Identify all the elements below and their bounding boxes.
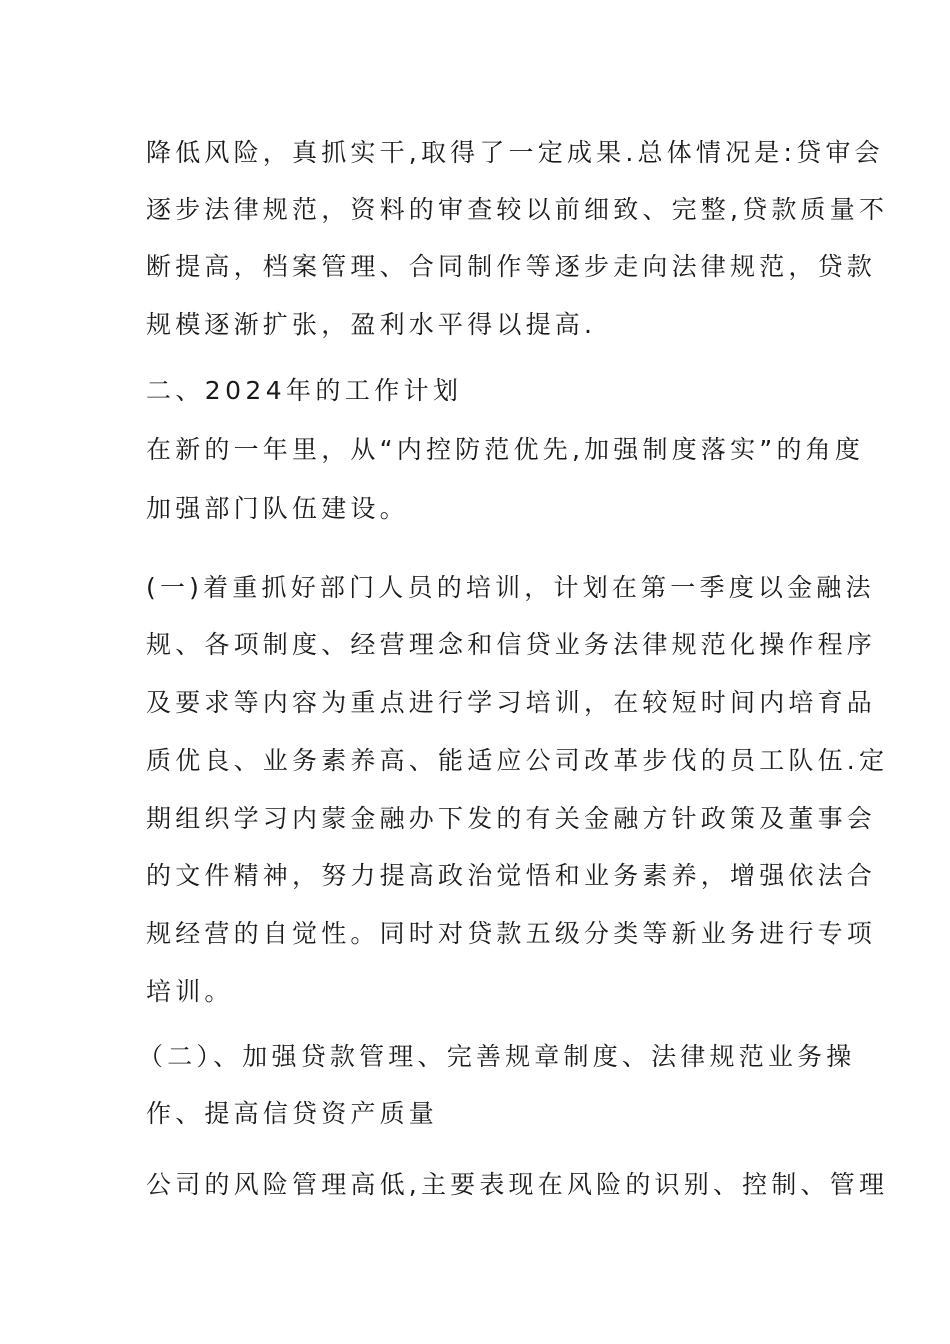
paragraph-line: 及要求等内容为重点进行学习培训，在较短时间内培育品	[146, 688, 877, 717]
paragraph-line: 期组织学习内蒙金融办下发的有关金融方针政策及董事会	[146, 804, 877, 833]
paragraph-line: 降低风险，真抓实干,取得了一定成果.总体情况是:贷审会	[146, 138, 884, 167]
paragraph-line: 逐步法律规范，资料的审查较以前细致、完整,贷款质量不	[146, 195, 889, 224]
subsection-heading: （二）、加强贷款管理、完善规章制度、法律规范业务操	[138, 1042, 856, 1071]
paragraph-line: 质优良、业务素养高、能适应公司改革步伐的员工队伍.定	[146, 746, 889, 775]
paragraph-line: 的文件精神，努力提高政治觉悟和业务素养，增强依法合	[146, 861, 877, 890]
paragraph-line: 断提高，档案管理、合同制作等逐步走向法律规范，贷款	[146, 252, 877, 281]
paragraph-line: 规、各项制度、经营理念和信贷业务法律规范化操作程序	[146, 630, 877, 659]
paragraph-line: 加强部门队伍建设。	[146, 494, 409, 523]
paragraph-line: 在新的一年里，从“内控防范优先,加强制度落实”的角度	[146, 435, 865, 464]
section-heading: 二、2024年的工作计划	[146, 376, 463, 405]
paragraph-line: 培训。	[146, 977, 234, 1006]
subsection-heading-cont: 作、提高信贷资产质量	[146, 1099, 439, 1128]
paragraph-line: 规经营的自觉性。同时对贷款五级分类等新业务进行专项	[146, 919, 877, 948]
paragraph-line: (一)着重抓好部门人员的培训，计划在第一季度以金融法	[146, 573, 875, 602]
paragraph-line: 公司的风险管理高低,主要表现在风险的识别、控制、管理	[146, 1170, 889, 1199]
paragraph-line: 规模逐渐扩张，盈利水平得以提高.	[146, 310, 597, 339]
